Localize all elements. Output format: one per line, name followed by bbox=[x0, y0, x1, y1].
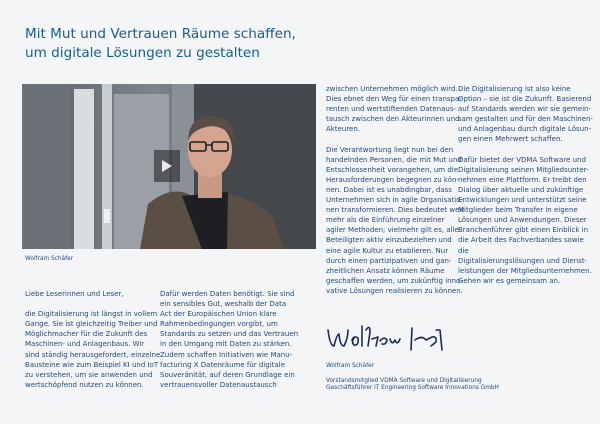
signer-role-2: Geschäftsführer iT Engineering Software Innovations GmbH bbox=[326, 385, 499, 392]
article-column-2: Dafür werden Daten benötigt. Sie sind ein sensibles Gut, weshalb der Data Act der Europäischen Union klare Rahmenbedingungen vorgibt, um Standards zu setzen und das Vertrauen in den Umgang mit Daten zu stärken. Zudem schaffen Initiativen wie Manu- facturing X Datenräume für digitale Souveränität, auf deren Grundlage ein vertrauensvoller Datenaustausch bbox=[160, 290, 299, 389]
photo-caption: Wolfram Schäfer bbox=[25, 256, 74, 262]
article-column-3: zwischen Unternehmen möglich wird. Dies ebnet den Weg für einen transpa- renten und wertstiftenden Datenaus- tausch zwischen den Akteurinnen und Akteuren. Die Verantwortung liegt nun bei den handelnden Personen, die mit Mut und Entschlossenheit vorangehen, um die Herausforderungen begegnen zu kön- nen. Dabei ist es unabdingbar, dass Unternehmen sich in agile Organisatio- nen transformieren. Dies bedeutet weit mehr als die Einführung einzelner agiler Methoden; vielmehr gilt es, alle Beteiligten aktiv einzubeziehen und eine agile Kultur zu etablieren. Nur durch einen partizipativen und gan- zheitlichen Ansatz können Räume geschaffen werden, um zukünftig inno- vative Lösungen realisieren zu können. bbox=[326, 85, 465, 295]
title-line-1: Mit Mut und Vertrauen Räume schaffen, bbox=[25, 26, 296, 42]
signature-name: Wolfram Schäfer bbox=[326, 363, 375, 369]
signer-role-1: Vorstandsmitglied VDMA Software und Digitalisierung bbox=[326, 378, 482, 384]
article-column-4: Die Digitalisierung ist also keine Option – sie ist die Zukunft. Basierend auf Standards werden wir sie gemein- sam gestalten und für den Maschinen- und Anlagenbau durch digitale Lösun- gen einen Mehrwert schaffen. Dafür bietet der VDMA Software und Digitalisierung seinen Mitgliedsunter- nehmen eine Plattform. Er treibt den Dialog über aktuelle und zukünftige Entwicklungen und unterstützt seine Mitglieder beim Transfer in eigene Lösungen und Anwendungen. Dieser Branchenführer gibt einen Einblick in die Arbeit des Fachverbandes sowie die Digitalisierungslösungen und Dienst- leistungen der Mitgliedsunternehmen. Gehen wir es gemeinsam an. bbox=[458, 85, 593, 285]
page-title bbox=[25, 25, 325, 62]
article-column-1: Liebe Leserinnen und Leser, die Digitalisierung ist längst in vollem Gange. Sie ist gleichzeitig Treiber und Möglichmacher für die Zukunft des Maschinen- und Anlagenbaus. Wir sind ständig herausgefordert, einzelne Bausteine wie zum Beispiel KI und IoT zu verstehen, um sie anwenden und wertschöpfend nutzen zu können. bbox=[25, 290, 161, 389]
video-overlay-label: 1 bbox=[104, 209, 110, 219]
play-button[interactable] bbox=[154, 150, 180, 182]
handwritten-signature bbox=[326, 322, 466, 356]
title-line-2: um digitale Lösungen zu gestalten bbox=[25, 44, 260, 61]
signer-roles bbox=[326, 378, 499, 393]
play-icon bbox=[162, 160, 172, 172]
